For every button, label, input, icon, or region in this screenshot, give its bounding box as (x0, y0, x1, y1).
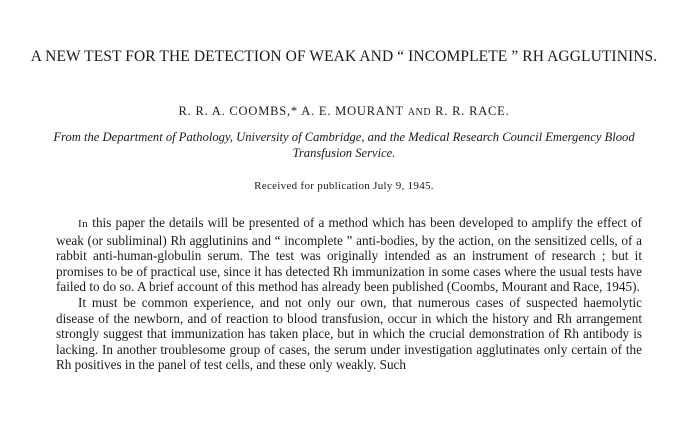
author-line (0, 104, 688, 119)
body-text (56, 215, 642, 373)
paragraph-2: It must be common experience, and not only our own, that numerous cases of suspected haemolytic disease of the newborn, and of reaction to blood transfusion, occur in which the history and Rh arrangement strongly suggest that immunization has taken place, but in which the crucial demonstration of Rh antibody is lacking. In another troublesome group of cases, the serum under investigation agglutinates only certain of the Rh positives in the panel of test cells, and these only weakly. Such (56, 294, 642, 373)
paragraph-1-lead: In (78, 218, 89, 230)
authors-last: R. R. RACE. (435, 104, 510, 118)
authors-and: AND (407, 107, 432, 118)
affiliation: From the Department of Pathology, University of Cambridge, and the Medical Research Council Emergency Blood Transfusion Service. (53, 130, 635, 160)
paper-title: A NEW TEST FOR THE DETECTION OF WEAK AND “ INCOMPLETE ” RH AGGLUTININS. (30, 48, 658, 65)
paragraph-1-text: this paper the details will be presented of a method which has been developed to amplify the effect of weak (or subliminal) Rh agglutinins and “ incomplete ” anti-bodies, by the action, on the sensitized cells, of a rabbit anti-human-globulin serum. The test was originally intended as an instrument of research ; but it promises to be of practical use, since it has detected Rh immunization in some cases where the usual tests have failed to do so. A brief account of this method has already been published (Coombs, Mourant and Race, 1945). (56, 215, 642, 295)
paragraph-1 (56, 215, 642, 295)
authors-first: R. R. A. COOMBS,* A. E. MOURANT (178, 104, 404, 118)
received-date: Received for publication July 9, 1945. (254, 180, 434, 192)
